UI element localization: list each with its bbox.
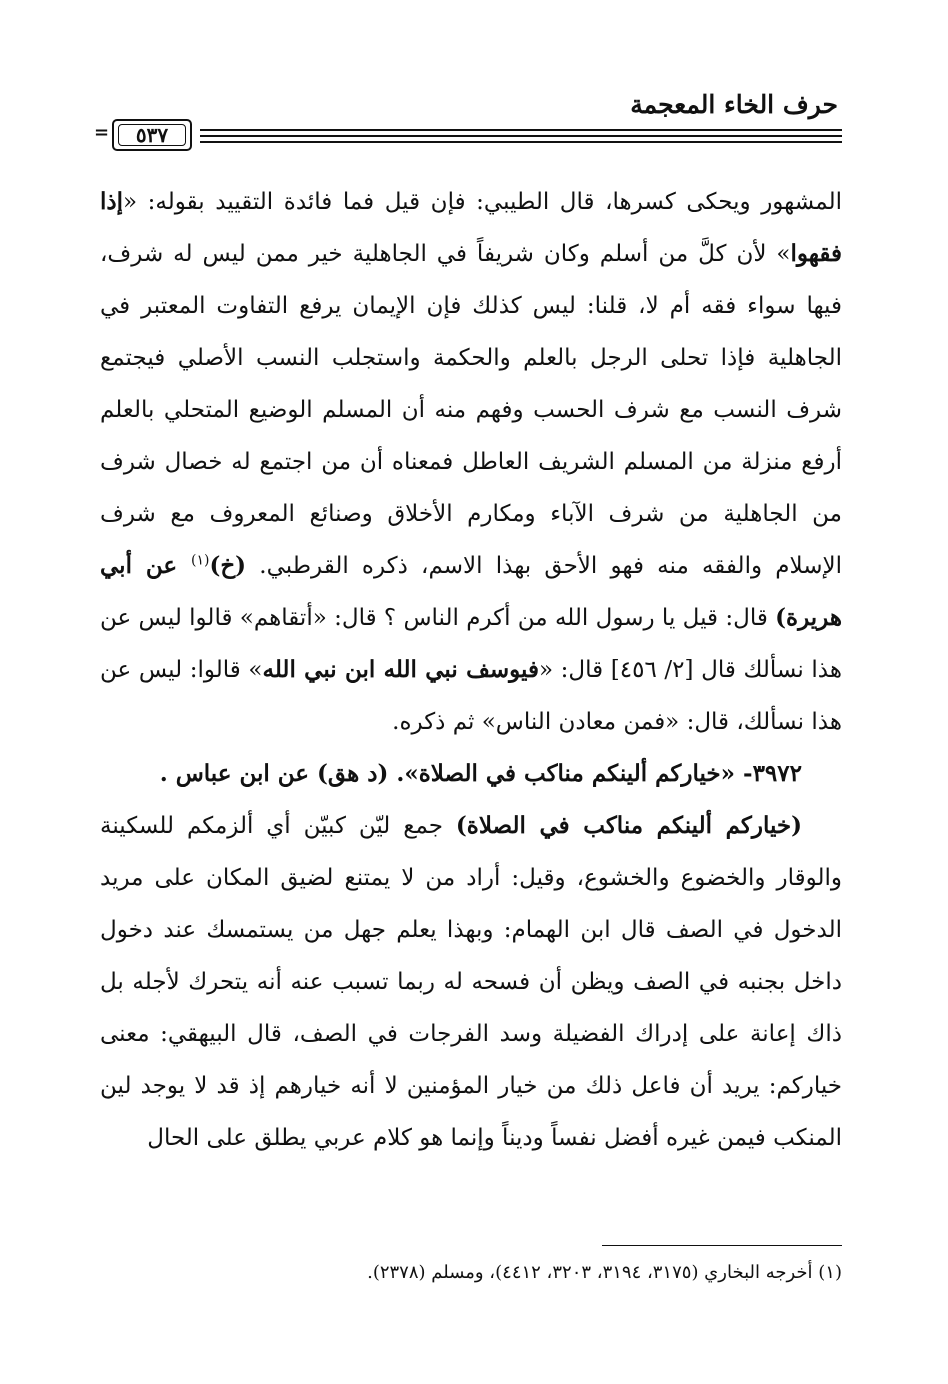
quoted-phrase: فيوسف نبي الله ابن نبي الله [262,656,539,683]
footnote-separator [602,1245,842,1246]
source-code: (خ) [209,552,247,579]
footnote-ref: (١) [190,552,210,569]
main-text [100,176,842,1164]
narrator: عن أبي هريرة) [100,552,842,631]
header-rule-line [200,135,842,137]
paragraph-commentary [100,800,842,1164]
footnote: (١) أخرجه البخاري (٣١٧٥، ٣١٩٤، ٣٢٠٣، ٤٤١٢)، ومسلم (٢٣٧٨). [367,1262,842,1283]
quoted-phrase: (خياركم ألينكم مناكب في الصلاة) [455,812,802,839]
page-number-mark: = [94,122,110,143]
page-number-frame [112,119,192,151]
page-number: ٥٣٧ [118,124,186,146]
text-run: قال: قيل يا رسول الله من أكرم الناس ؟ قال: «أتقاهم» قالوا ليس عن هذا نسألك قال [٢/ ٤٥٦] قال: « [100,605,842,683]
hadith-entry: ٣٩٧٢- «خياركم ألينكم مناكب في الصلاة». (د هق) عن ابن عباس . [159,760,802,787]
header-rule [94,118,842,148]
paragraph-commentary [100,176,842,748]
quoted-phrase: إذا فقهوا [100,188,842,267]
running-header-title: حرف الخاء المعجمة [630,90,838,119]
header-rule-line [200,141,842,143]
text-run: » قالوا: ليس عن هذا نسألك، قال: «فمن معادن الناس» ثم ذكره. [100,657,842,735]
text-run: المشهور ويحكى كسرها، قال الطيبي: فإن قيل فما فائدة التقييد بقوله: « [123,189,842,215]
header-rule-line [200,129,842,131]
text-run: » لأن كلَّ من أسلم وكان شريفاً في الجاهلية خير ممن ليس له شرف، فيها سواء فقه أم لا، قلنا: ليس كذلك فإن الإيمان يرفع التفاوت المعتبر في الجاهلية فإذا تحلى الرجل بالعلم والحكمة واستجلب النسب الأصلي فيجتمع شرف النسب مع شرف الحسب وفهم منه أن المسلم الوضيع المتحلي بالعلم أرفع منزلة من المسلم الشريف العاطل فمعناه أن من اجتمع له خصال شرف من الجاهلية من شرف الآباء ومكارم الأخلاق وصنائع المعروف مع شرف الإسلام والفقه منه فهو الأحق بهذا الاسم، ذكره القرطبي. [100,241,842,579]
text-run: جمع ليّن كبيّن أي ألزمكم للسكينة والوقار والخضوع والخشوع، وقيل: أراد من لا يمتنع لضيق المكان على مريد الدخول في الصف قال ابن الهمام: وبهذا يعلم جهل من يستمسك عند دخول داخل بجنبه في الصف ويظن أن فسحه له ربما تسبب عنه أنه يتحرك لأجله بل ذاك إعانة على إدراك الفضيلة وسد الفرجات في الصف، قال البيهقي: معنى خياركم: يريد أن فاعل ذلك من خيار المؤمنين لا أنه خيارهم إذ قد لا يوجد لين المنكب فيمن غيره أفضل نفساً وديناً وإنما هو كلام عربي يطلق على الحال [100,813,842,1151]
